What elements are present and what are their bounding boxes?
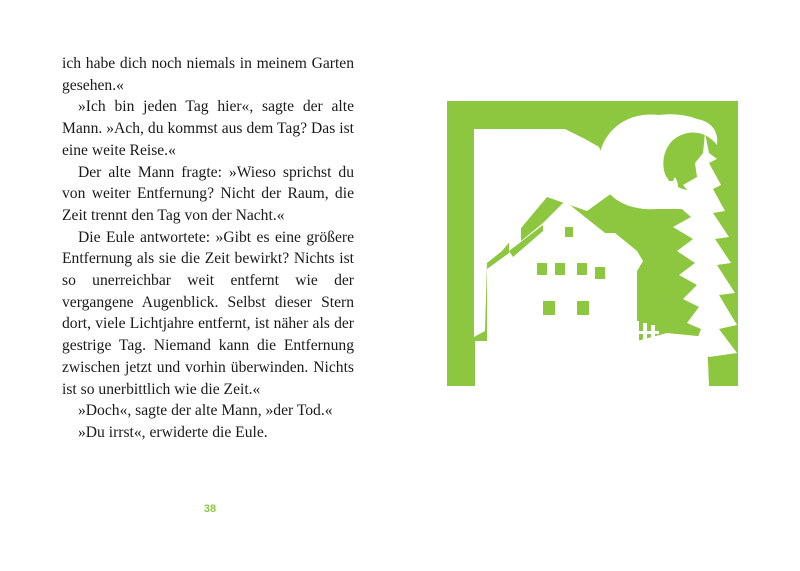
fence-post: [635, 321, 639, 349]
fence-rail: [633, 331, 659, 334]
window: [577, 263, 587, 275]
silhouette-illustration: [447, 101, 738, 386]
paragraph: Die Eule antwortete: »Gibt es eine größere Entfernung als sie die Zeit bewirkt? Nichts ist so unerreichbar weit entfernt wie der vergangene Augenblick. Selbst dieser Stern dort, viele Lichtjahre entfernt, ist näher als der gestrige Tag. Niemand kann die Entfernung zwischen jetzt und vorhin überwinden. Nichts ist so unerbittlich wie die Zeit.«: [62, 228, 354, 398]
house-moon-owl-image: [447, 101, 738, 386]
paragraph: »Ich bin jeden Tag hier«, sagte der alte Mann. »Ach, du kommst aus dem Tag? Das ist eine weite Reise.«: [62, 98, 354, 159]
paragraph: »Doch«, sagte der alte Mann, »der Tod.«: [78, 402, 333, 420]
paragraph: Der alte Mann fragte: »Wieso sprichst du von weiter Entfernung? Nicht der Raum, die Zeit trennt den Tag von der Nacht.«: [62, 163, 354, 224]
fence-post: [651, 325, 655, 349]
body-text: [62, 53, 354, 444]
window: [543, 301, 555, 315]
window: [577, 301, 589, 315]
fence-post: [643, 323, 647, 349]
paragraph: »Du irrst«, erwiderte die Eule.: [78, 423, 268, 441]
window: [537, 263, 547, 275]
attic-window: [565, 227, 573, 237]
paragraph: ich habe dich noch niemals in meinem Garten gesehen.«: [62, 55, 354, 94]
page-number: 38: [203, 503, 217, 515]
window: [595, 267, 605, 279]
window: [555, 263, 565, 275]
